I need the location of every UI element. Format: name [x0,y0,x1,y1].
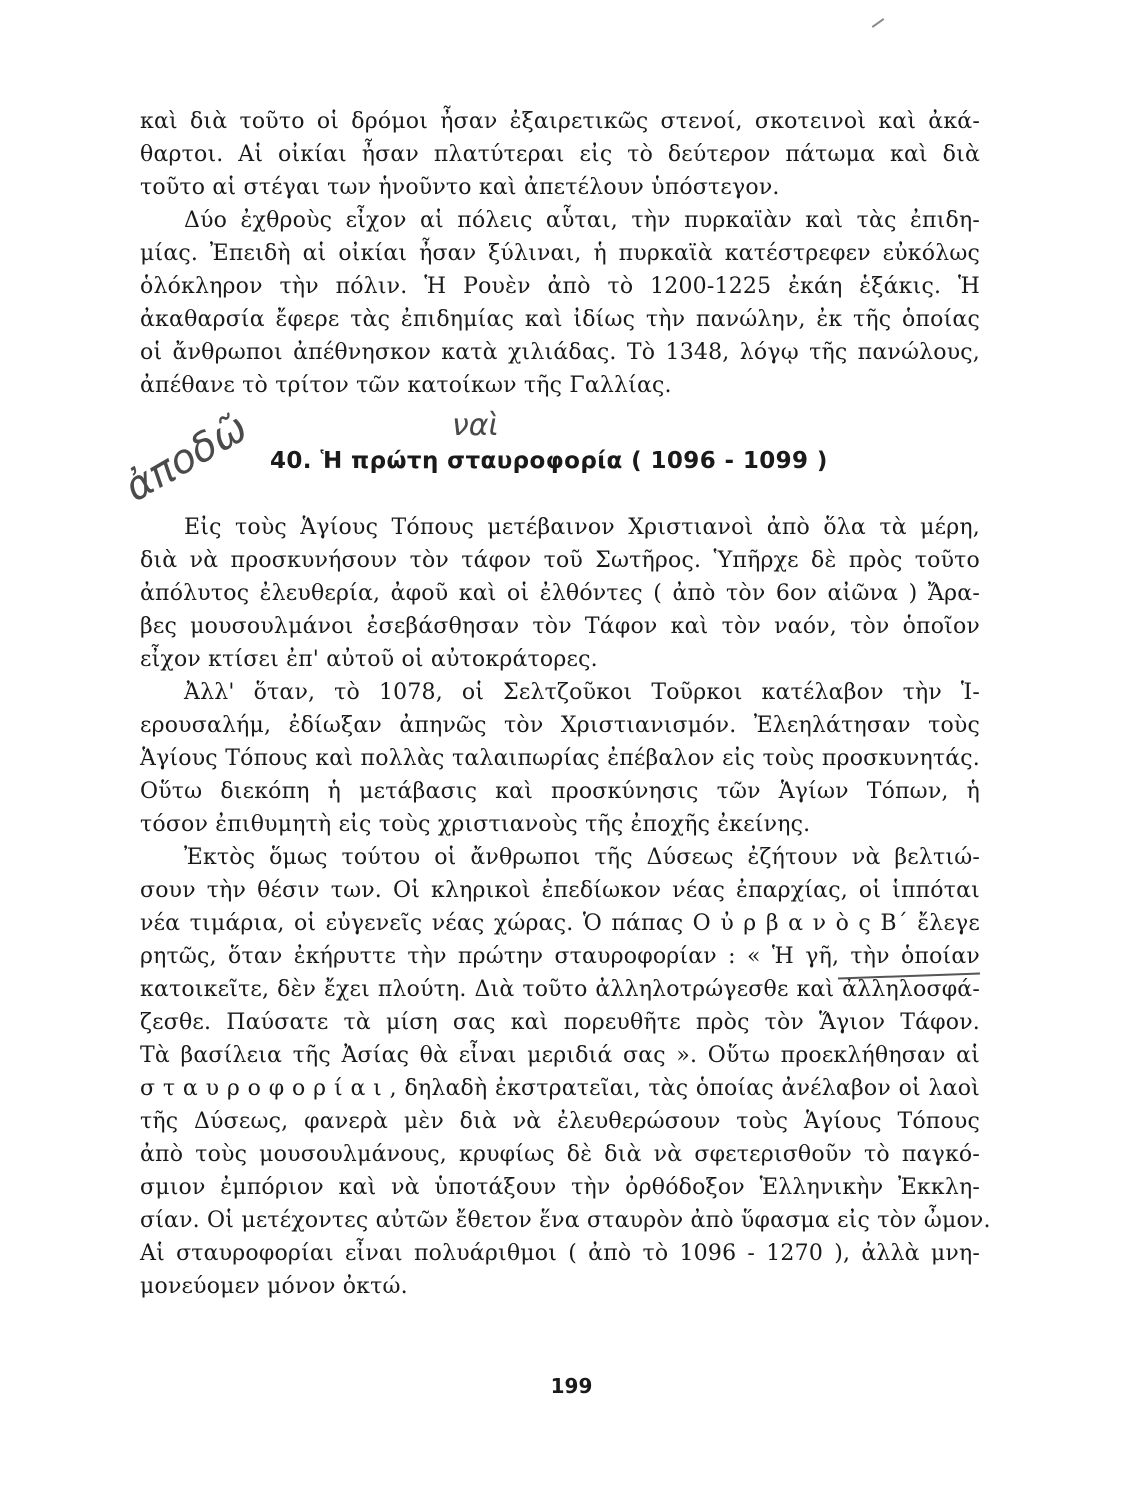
main-text-block [140,511,991,1303]
text-line: νέα τιμάρια, οἱ εὐγενεῖς νέας χώρας. Ὁ πάπας Ο ὐ ρ β α ν ὸ ς Β΄ ἔλεγε [140,911,980,936]
text-line: τοῦτο αἱ στέγαι των ἡνοῦντο καὶ ἀπετέλουν ὑπόστεγον. [140,175,780,200]
text-line: σίαν. Οἱ μετέχοντες αὐτῶν ἔθετον ἕνα σταυρὸν ἀπὸ ὕφασμα εἰς τὸν ὦμον. [140,1208,991,1233]
text-line: Ἁγίους Τόπους καὶ πολλὰς ταλαιπωρίας ἐπέβαλον εἰς τοὺς προσκυνητάς. [140,746,980,771]
text-line: ρητῶς, ὅταν ἐκήρυττε τὴν πρώτην σταυροφορίαν : « Ἡ γῆ, τὴν ὁποίαν [140,944,980,969]
text-line: Ἀλλ' ὅταν, τὸ 1078, οἱ Σελτζοῦκοι Τοῦρκοι κατέλαβον τὴν Ἱ- [184,680,980,705]
text-line: ζεσθε. Παύσατε τὰ μίση σας καὶ πορευθῆτε πρὸς τὸν Ἅγιον Τάφον. [140,1010,980,1035]
handwritten-annotation: ἀποδῶ [117,404,256,511]
text-line: ἀκαθαρσία ἔφερε τὰς ἐπιδημίας καὶ ἰδίως τὴν πανώλην, ἐκ τῆς ὁποίας [140,307,980,332]
text-line: ἀπόλυτος ἐλευθερία, ἀφοῦ καὶ οἱ ἐλθόντες ( ἀπὸ τὸν 6ον αἰῶνα ) Ἄρα- [140,581,980,606]
handwritten-annotation: ναὶ [452,408,499,443]
text-line: Ἐκτὸς ὅμως τούτου οἱ ἄνθρωποι τῆς Δύσεως ἐζήτουν νὰ βελτιώ- [184,845,980,870]
text-line: Οὕτω διεκόπη ἡ μετάβασις καὶ προσκύνησις τῶν Ἁγίων Τόπων, ἡ [140,779,980,804]
text-line: Δύο ἐχθροὺς εἶχον αἱ πόλεις αὗται, τὴν πυρκαϊὰν καὶ τὰς ἐπιδη- [184,208,980,233]
text-line: βες μουσουλμάνοι ἐσεβάσθησαν τὸν Τάφον καὶ τὸν ναόν, τὸν ὁποῖον [140,614,980,639]
text-line: τόσον ἐπιθυμητὴ εἰς τοὺς χριστιανοὺς τῆς ἐποχῆς ἐκείνης. [140,812,811,837]
text-line: Εἰς τοὺς Ἁγίους Τόπους μετέβαινον Χριστιανοὶ ἀπὸ ὅλα τὰ μέρη, [184,515,980,540]
text-line: εἶχον κτίσει ἐπ' αὐτοῦ οἱ αὐτοκράτορες. [140,647,598,672]
text-line: ὁλόκληρον τὴν πόλιν. Ἡ Ρουὲν ἀπὸ τὸ 1200-1225 ἐκάη ἑξάκις. Ἡ [140,274,980,299]
text-line: καὶ διὰ τοῦτο οἱ δρόμοι ἦσαν ἐξαιρετικῶς στενοί, σκοτεινοὶ καὶ ἀκά- [140,109,980,134]
text-line: σμιον ἐμπόριον καὶ νὰ ὑποτάξουν τὴν ὀρθόδοξον Ἑλληνικὴν Ἐκκλη- [140,1175,980,1200]
page-number: 199 [550,1374,593,1398]
text-line: μίας. Ἐπειδὴ αἱ οἰκίαι ἦσαν ξύλιναι, ἡ πυρκαϊὰ κατέστρεφεν εὐκόλως [140,241,980,266]
text-line: οἱ ἄνθρωποι ἀπέθνησκον κατὰ χιλιάδας. Τὸ 1348, λόγῳ τῆς πανώλους, [140,340,980,365]
text-line: ἀπὸ τοὺς μουσουλμάνους, κρυφίως δὲ διὰ νὰ σφετερισθοῦν τὸ παγκό- [140,1142,980,1167]
text-line: Αἱ σταυροφορίαι εἶναι πολυάριθμοι ( ἀπὸ τὸ 1096 - 1270 ), ἀλλὰ μνη- [140,1241,980,1266]
text-line: ἀπέθανε τὸ τρίτον τῶν κατοίκων τῆς Γαλλίας. [140,373,672,398]
text-line: ερουσαλήμ, ἐδίωξαν ἀπηνῶς τὸν Χριστιανισμόν. Ἐλεηλάτησαν τοὺς [140,713,980,738]
text-line: θαρτοι. Αἱ οἰκίαι ἦσαν πλατύτεραι εἰς τὸ δεύτερον πάτωμα καὶ διὰ [140,142,980,167]
text-line: Τὰ βασίλεια τῆς Ἀσίας θὰ εἶναι μεριδιά σας ». Οὕτω προεκλήθησαν αἱ [140,1043,980,1068]
text-line: μονεύομεν μόνον ὀκτώ. [140,1274,408,1299]
top-text-block [140,105,980,402]
text-line: τῆς Δύσεως, φανερὰ μὲν διὰ νὰ ἐλευθερώσουν τοὺς Ἁγίους Τόπους [140,1109,980,1134]
section-heading: 40. Ἡ πρώτη σταυροφορία ( 1096 - 1099 ) [270,448,828,474]
text-line: σ τ α υ ρ ο φ ο ρ ί α ι , δηλαδὴ ἐκστρατεῖαι, τὰς ὁποίας ἀνέλαβον οἱ λαοὶ [140,1076,980,1101]
scan-mark [872,18,885,28]
text-line: κατοικεῖτε, δὲν ἔχει πλούτη. Διὰ τοῦτο ἀλληλοτρώγεσθε καὶ ἀλληλοσφά- [140,977,980,1002]
text-line: διὰ νὰ προσκυνήσουν τὸν τάφον τοῦ Σωτῆρος. Ὑπῆρχε δὲ πρὸς τοῦτο [140,548,980,573]
text-line: σουν τὴν θέσιν των. Οἱ κληρικοὶ ἐπεδίωκον νέας ἐπαρχίας, οἱ ἱππόται [140,878,980,903]
